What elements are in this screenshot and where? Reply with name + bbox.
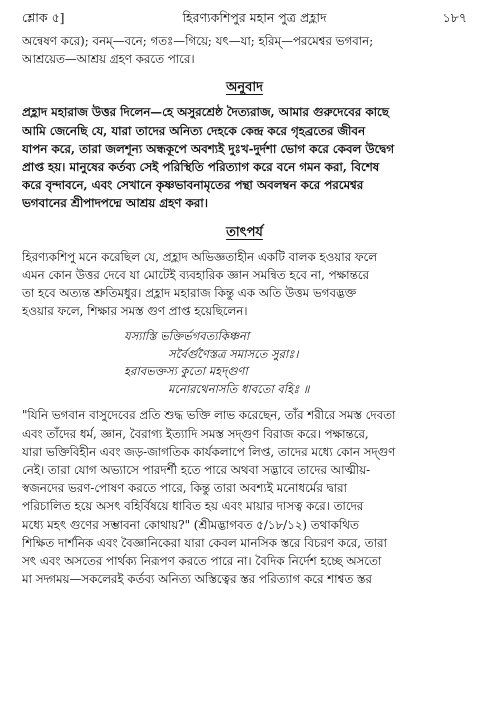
book-page: [22, 10, 467, 710]
text-line: মধ্যে মহৎ গুণের সম্ভাবনা কোথায়?" (শ্রীমদ্ভাগবত ৫/১৮/১২) তথাকথিত: [22, 517, 359, 532]
verse-line: হরাবভক্তস্য কুতো মহদ্গুণা: [124, 364, 248, 379]
text-line: স্বজনদের ভরণ-পোষণ করতে পারে, কিন্তু তারা অবশ্যই মনোধর্মের দ্বারা: [22, 481, 347, 496]
text-line: আশ্রয়েত—আশ্রয় গ্রহণ করতে পারে।: [22, 52, 195, 67]
text-line: এবং তাঁদের ধর্ম, জ্ঞান, বৈরাগ্য ইত্যাদি সমস্ত সদ্গুণ বিরাজ করে। পক্ষান্তরে,: [22, 426, 369, 441]
text-line: হওয়ার ফলে, শিক্ষার সমস্ত গুণ প্রাপ্ত হয়েছিলেন।: [22, 304, 248, 319]
verse-line: যস্যাস্তি ভক্তির্ভগবত্যকিঞ্চনা: [124, 329, 250, 344]
text-line: আমি জেনেছি যে, যারা তাদের অনিত্য দেহকে কেন্দ্র করে গৃহব্রতের জীবন: [22, 123, 365, 138]
verse-reference: শ্লোক ৫]: [22, 10, 65, 25]
word-meanings: [22, 32, 467, 68]
text-line: পরিচালিত হয়ে অসৎ বহির্বিষয়ে ধাবিত হয় এবং মায়ার দাসত্ব করে। তাদের: [22, 499, 364, 514]
page-number: ১৮৭: [442, 10, 467, 25]
text-line: যাপন করে, তারা জলশূন্য অন্ধকূপে অবশ্যই দুঃখ-দুর্দশা ভোগ করে কেবল উদ্বেগ: [22, 141, 394, 156]
running-header: [22, 10, 467, 32]
purport-paragraph-2: [22, 406, 467, 588]
translation-heading: অনুবাদ: [226, 80, 263, 96]
purport-heading: তাৎপর্য: [226, 224, 263, 240]
sanskrit-verse: [22, 328, 467, 398]
text-line: সৎ এবং অসতের পার্থক্য নিরূপণ করতে পারে না। বৈদিক নির্দেশ হচ্ছে অসতো: [22, 554, 382, 569]
translation-text: [22, 103, 467, 212]
text-line: হিরণ্যকশিপু মনে করেছিল যে, প্রহ্লাদ অভিজ্ঞতাহীন একটি বালক হওয়ার ফলে: [22, 249, 378, 264]
text-line: শিক্ষিত দার্শনিক এবং বৈজ্ঞানিকেরা যারা কেবল মানসিক স্তরে বিচরণ করে, তারা: [22, 535, 387, 550]
verse-line: মনোরথেনাসতি ধাবতো বহিঃ ॥: [168, 381, 310, 396]
text-line: নেই। তারা যোগ অভ্যাসে পারদর্শী হতে পারে অথবা সদ্ভাবে তাদের আত্মীয়-: [22, 463, 371, 478]
text-line: প্রাপ্ত হয়। মানুষের কর্তব্য সেই পরিস্থিতি পরিত্যাগ করে বনে গমন করা, বিশেষ: [22, 160, 380, 175]
text-line: যারা ভক্তিবিহীন এবং জড়-জাগতিক কার্যকলাপে লিপ্ত, তাদের মধ্যে কোন সদ্গুণ: [22, 444, 396, 459]
text-line: এমন কোন উত্তর দেবে যা মোটেই ব্যবহারিক জ্ঞান সমন্বিত হবে না, পক্ষান্তরে: [22, 267, 369, 282]
verse-line: সর্বৈর্গুণৈস্তত্র সমাসতে সুরাঃ।: [168, 346, 299, 361]
chapter-title: হিরণ্যকশিপুর মহান পুত্র প্রহ্লাদ: [182, 10, 327, 25]
text-line: প্রহ্লাদ মহারাজ উত্তর দিলেন—হে অসুরশ্রেষ্ঠ দৈত্যরাজ, আমার গুরুদেবের কাছে: [22, 105, 389, 120]
text-line: "যিনি ভগবান বাসুদেবের প্রতি শুদ্ধ ভক্তি লাভ করেছেন, তাঁর শরীরে সমস্ত দেবতা: [22, 408, 396, 423]
text-line: মা সদ্গময়—সকলেরই কর্তব্য অনিত্য অস্তিত্বের স্তর পরিত্যাগ করে শাশ্বত স্তর: [22, 572, 372, 587]
text-line: তা হবে অত্যন্ত শ্রুতিমধুর। প্রহ্লাদ মহারাজ কিন্তু এক অতি উত্তম ভগবদ্ভক্ত: [22, 286, 357, 301]
text-line: ভগবানের শ্রীপাদপদ্মে আশ্রয় গ্রহণ করা।: [22, 196, 208, 211]
text-line: অন্বেষণ করে); বনম্—বনে; গতঃ—গিয়ে; যৎ—যা; হরিম্—পরমেশ্বর ভগবান;: [22, 34, 374, 48]
purport-paragraph-1: [22, 248, 467, 321]
text-line: করে বৃন্দাবনে, এবং সেখানে কৃষ্ণভাবনামৃতের পন্থা অবলম্বন করে পরমেশ্বর: [22, 178, 364, 193]
